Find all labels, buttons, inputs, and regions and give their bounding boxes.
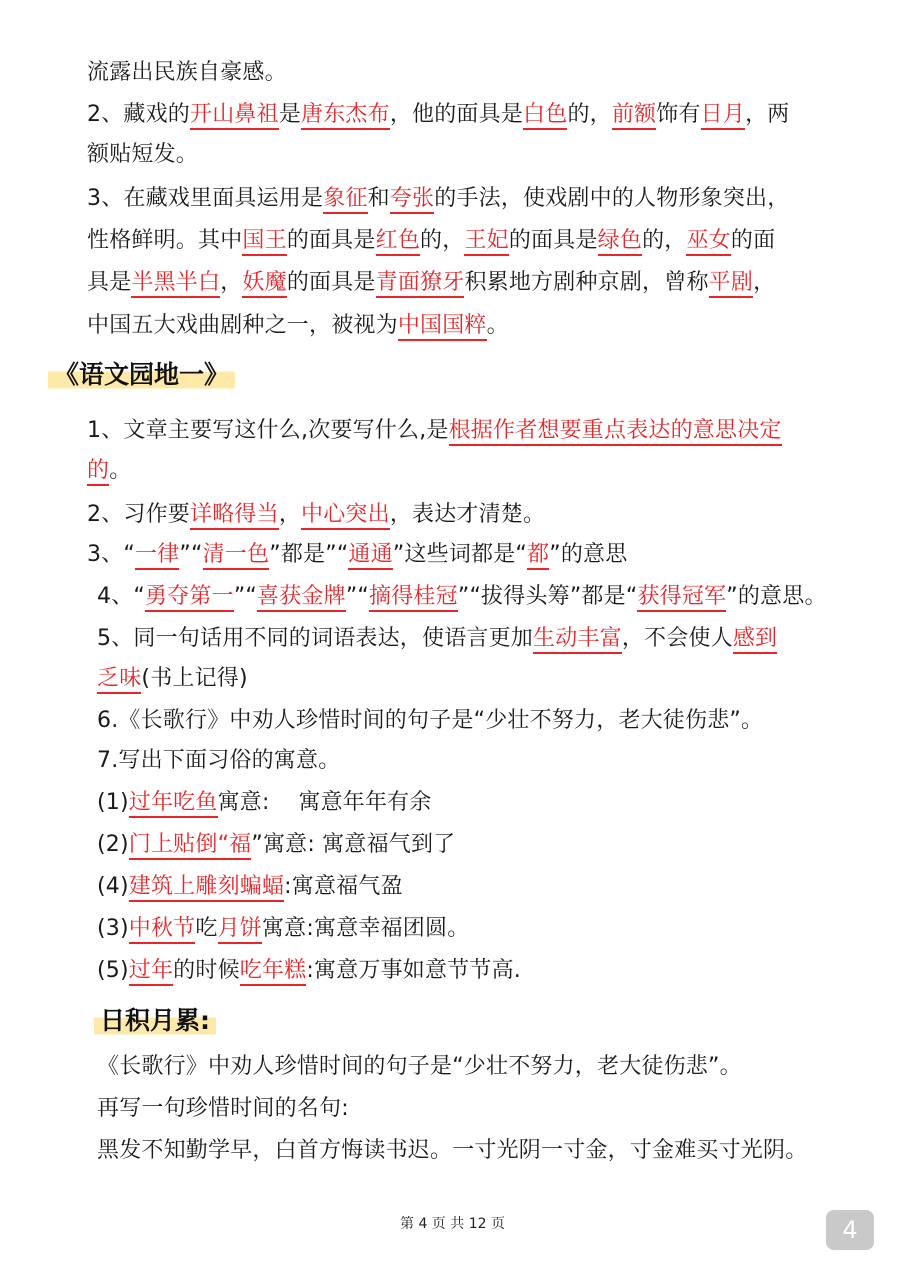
text-segment: 的时候 [173, 958, 240, 983]
highlighted-answer: 门上贴倒“福 [129, 832, 252, 860]
text-segment: :寓意福气盈 [284, 874, 403, 899]
highlighted-answer: 获得冠军 [637, 584, 726, 612]
text-line [87, 226, 775, 256]
highlighted-answer: 建筑上雕刻蝙蝠 [129, 874, 284, 902]
text-segment: 2、藏戏的 [87, 102, 190, 127]
highlighted-answer: 前额 [612, 102, 656, 130]
text-segment: 寓意:寓意幸福团圆。 [261, 916, 470, 941]
text-segment: 额贴短发。 [87, 142, 199, 167]
text-segment: 的面具是 [286, 270, 376, 295]
highlighted-answer: 月饼 [218, 916, 262, 944]
section-heading-yuwen-yuandi: 《语文园地一》 [48, 358, 235, 392]
text-line [97, 788, 432, 818]
text-line [87, 456, 131, 486]
text-line [87, 416, 782, 446]
text-segment: (书上记得) [141, 666, 248, 691]
highlighted-answer: 清一色 [203, 542, 270, 570]
page-number-badge: 4 [826, 1210, 874, 1250]
text-segment: (1) [97, 790, 129, 815]
text-segment: ”这些词都是“ [392, 542, 528, 567]
text-line [87, 100, 789, 130]
text-line [87, 540, 627, 570]
text-segment: 5、同一句话用不同的词语表达，使语言更加 [97, 626, 533, 651]
text-line [97, 582, 827, 612]
highlighted-answer: 国王 [242, 228, 286, 256]
text-line [87, 311, 509, 341]
highlighted-answer: 红色 [376, 228, 420, 256]
highlighted-answer: 中心突出 [301, 502, 390, 530]
text-segment: ， [753, 270, 776, 295]
text-segment: ， [278, 502, 302, 527]
highlighted-answer: 绿色 [598, 228, 642, 256]
text-segment: 是 [278, 102, 302, 127]
text-line [87, 184, 789, 214]
text-segment: 3、“ [87, 542, 135, 567]
text-segment: 的， [420, 228, 465, 253]
text-segment: 和 [367, 186, 390, 211]
text-segment: 积累地方剧种京剧，曾称 [464, 270, 709, 295]
text-segment: 的面 [730, 228, 776, 253]
text-segment: ”“ [233, 584, 258, 609]
text-segment: 7.写出下面习俗的寓意。 [97, 748, 341, 773]
page-footer: 第 4 页 共 12 页 [400, 1216, 505, 1232]
highlighted-answer: 乏味 [97, 666, 141, 694]
highlighted-answer: 半黑半白 [131, 270, 220, 298]
text-segment: ”寓意: 寓意福气到了 [251, 832, 456, 857]
highlighted-answer: 一律 [135, 542, 179, 570]
text-line [97, 706, 763, 736]
text-segment: (3) [97, 916, 129, 941]
text-segment: 饰有 [656, 102, 701, 127]
text-segment: ”“ [345, 584, 370, 609]
text-segment: :寓意万事如意节节高. [306, 958, 521, 983]
text-line [97, 624, 777, 654]
highlighted-answer: 感到 [733, 626, 777, 654]
text-segment: 的， [567, 102, 612, 127]
text-segment: (2) [97, 832, 129, 857]
text-segment: ，不会使人 [621, 626, 733, 651]
highlighted-answer: 王妃 [464, 228, 508, 256]
text-segment: 1、文章主要写这什么,次要写什么,是 [87, 418, 449, 443]
text-segment: 4、“ [97, 584, 145, 609]
text-segment: 性格鲜明。其中 [87, 228, 243, 253]
text-segment: 吃 [195, 916, 218, 941]
text-line [97, 830, 455, 860]
highlighted-answer: 日月 [701, 102, 745, 130]
highlighted-answer: 过年吃鱼 [129, 790, 218, 818]
section-heading-ri-ji-yue-lei: 日积月累: [94, 1004, 216, 1038]
text-segment: (5) [97, 958, 129, 983]
highlighted-answer: 的 [87, 458, 109, 486]
text-line [87, 140, 198, 170]
text-segment: 3、在藏戏里面具运用是 [87, 186, 324, 211]
text-line [97, 1052, 742, 1082]
text-segment: 寓意: 寓意年年有余 [217, 790, 432, 815]
text-line [87, 500, 545, 530]
highlighted-answer: 中国国粹 [398, 313, 487, 341]
text-line [97, 872, 403, 902]
highlighted-answer: 中秋节 [129, 916, 196, 944]
highlighted-answer: 妖魔 [242, 270, 286, 298]
text-segment: 。 [109, 458, 132, 483]
text-segment: 的面具是 [508, 228, 598, 253]
text-segment: ，两 [745, 102, 790, 127]
text-line [97, 914, 469, 944]
text-line [87, 58, 287, 88]
text-segment: 再写一句珍惜时间的名句: [97, 1096, 349, 1121]
text-segment: ”“拔得头筹”都是“ [457, 584, 638, 609]
text-segment: ”的意思。 [726, 584, 827, 609]
highlighted-answer: 都 [527, 542, 549, 570]
highlighted-answer: 生动丰富 [533, 626, 622, 654]
text-segment: ，表达才清楚。 [389, 502, 546, 527]
highlighted-answer: 摘得桂冠 [369, 584, 458, 612]
highlighted-answer: 开山鼻祖 [190, 102, 279, 130]
text-segment: 的面具是 [286, 228, 376, 253]
text-segment: 2、习作要 [87, 502, 190, 527]
text-segment: 6.《长歌行》中劝人珍惜时间的句子是“少壮不努力，老大徒伤悲”。 [97, 708, 764, 733]
highlighted-answer: 夸张 [390, 186, 434, 214]
highlighted-answer: 根据作者想要重点表达的意思决定 [449, 418, 782, 446]
text-segment: ， [220, 270, 243, 295]
highlighted-answer: 唐东杰布 [301, 102, 390, 130]
text-segment: 黑发不知勤学早，白首方悔读书迟。一寸光阴一寸金，寸金难买寸光阴。 [97, 1138, 808, 1163]
text-line [97, 1136, 807, 1166]
highlighted-answer: 过年 [129, 958, 173, 986]
highlighted-answer: 巫女 [686, 228, 730, 256]
highlighted-answer: 通通 [348, 542, 392, 570]
text-segment: 具是 [87, 270, 132, 295]
highlighted-answer: 详略得当 [190, 502, 279, 530]
highlighted-answer: 勇夺第一 [145, 584, 234, 612]
text-segment: 中国五大戏曲剧种之一，被视为 [87, 313, 398, 338]
text-line [97, 664, 248, 694]
highlighted-answer: 喜获金牌 [257, 584, 346, 612]
highlighted-answer: 青面獠牙 [376, 270, 465, 298]
highlighted-answer: 吃年糕 [240, 958, 307, 986]
text-segment: 的， [642, 228, 687, 253]
text-line [97, 1094, 349, 1124]
text-segment: ，他的面具是 [389, 102, 524, 127]
text-line [87, 268, 775, 298]
text-segment: ”“ [179, 542, 203, 567]
text-segment: 。 [486, 313, 509, 338]
text-segment: ”都是”“ [269, 542, 349, 567]
text-line [97, 746, 340, 776]
text-segment: (4) [97, 874, 129, 899]
highlighted-answer: 白色 [523, 102, 567, 130]
text-segment: 流露出民族自豪感。 [87, 60, 287, 85]
text-segment: ”的意思 [549, 542, 628, 567]
text-line [97, 956, 521, 986]
highlighted-answer: 平剧 [709, 270, 753, 298]
text-segment: 的手法，使戏剧中的人物形象突出， [434, 186, 790, 211]
highlighted-answer: 象征 [323, 186, 367, 214]
text-segment: 《长歌行》中劝人珍惜时间的句子是“少壮不努力，老大徒伤悲”。 [97, 1054, 742, 1079]
